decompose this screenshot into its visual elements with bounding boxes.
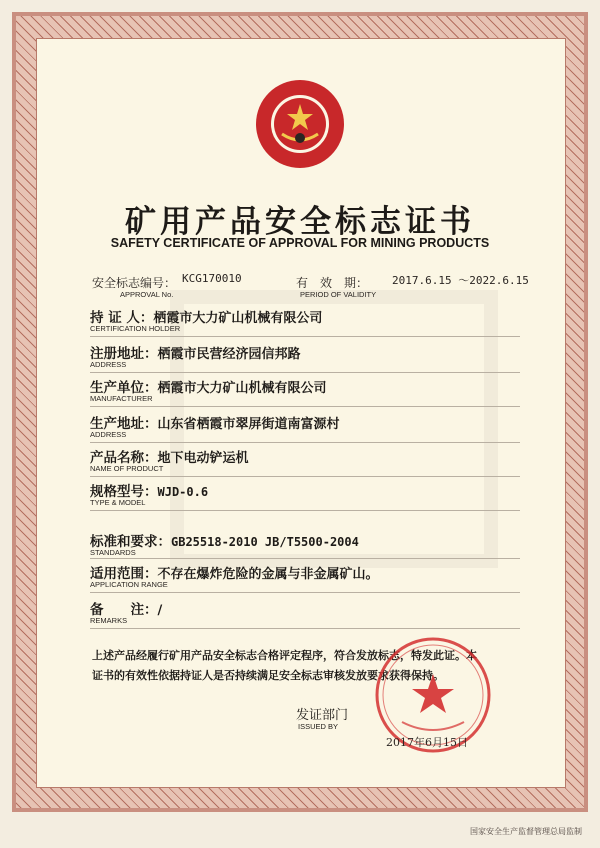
field-manufacturer xyxy=(90,376,520,403)
divider xyxy=(90,510,520,511)
field-holder xyxy=(90,306,520,333)
divider xyxy=(90,406,520,407)
field-value: 栖霞市民营经济园信邦路 xyxy=(157,347,301,362)
field-standards xyxy=(90,530,520,557)
field-label: 适用范围： xyxy=(90,566,158,582)
field-value: WJD-0.6 xyxy=(157,485,209,499)
field-label: 备 注： xyxy=(90,602,158,618)
field-remarks xyxy=(90,598,520,625)
field-application-range xyxy=(90,562,520,589)
field-value: / xyxy=(157,603,163,618)
divider xyxy=(90,442,520,443)
divider xyxy=(90,372,520,373)
field-label: 标准和要求： xyxy=(90,534,171,550)
field-label: 注册地址： xyxy=(90,346,158,362)
field-label: 产品名称： xyxy=(90,450,158,466)
field-label-en: STANDARDS xyxy=(90,548,136,557)
field-value: 栖霞市大力矿山机械有限公司 xyxy=(157,381,327,396)
approval-label: 安全标志编号： xyxy=(92,276,177,290)
field-label-en: TYPE & MODEL xyxy=(90,498,146,507)
field-registered-address xyxy=(90,342,520,369)
issue-date: 2017年6月15日 xyxy=(386,736,468,749)
field-value: 栖霞市大力矿山机械有限公司 xyxy=(153,311,323,326)
notice-line-2: 证书的有效性依据持证人是否持续满足安全标志审核发放要求获得保持。 xyxy=(92,669,444,682)
field-value: 地下电动铲运机 xyxy=(157,451,249,466)
divider xyxy=(90,628,520,629)
field-label-en: NAME OF PRODUCT xyxy=(90,464,164,473)
field-label: 生产地址： xyxy=(90,416,158,432)
field-label-en: MANUFACTURER xyxy=(90,394,153,403)
issued-by-label-en: ISSUED BY xyxy=(298,722,339,731)
divider xyxy=(90,476,520,477)
field-label: 持 证 人： xyxy=(90,310,154,326)
field-value: 山东省栖霞市翠屏街道南富源村 xyxy=(157,417,340,432)
certificate-subtitle: SAFETY CERTIFICATE OF APPROVAL FOR MINING PRODUCTS xyxy=(110,236,490,250)
certificate-title: 矿用产品安全标志证书 xyxy=(125,204,475,240)
divider xyxy=(90,558,520,559)
field-label-en: APPLICATION RANGE xyxy=(90,580,168,589)
field-value: 不存在爆炸危险的金属与非金属矿山。 xyxy=(157,567,379,582)
field-type-model xyxy=(90,480,520,507)
approval-label-en: APPROVAL No. xyxy=(120,290,174,299)
field-label: 生产单位： xyxy=(90,380,158,396)
notice-line-1: 上述产品经履行矿用产品安全标志合格评定程序，符合发放标志，特发此证。本 xyxy=(92,649,477,662)
field-label-en: CERTIFICATION HOLDER xyxy=(90,324,181,333)
divider xyxy=(90,592,520,593)
divider xyxy=(90,336,520,337)
field-label-en: ADDRESS xyxy=(90,430,127,439)
field-label-en: REMARKS xyxy=(90,616,128,625)
issued-by-label: 发证部门 xyxy=(296,708,349,723)
approval-number: KCG170010 xyxy=(182,272,242,285)
field-label-en: ADDRESS xyxy=(90,360,127,369)
field-production-address xyxy=(90,412,520,439)
field-value: GB25518-2010 JB/T5500-2004 xyxy=(171,535,359,549)
field-product-name xyxy=(90,446,520,473)
validity-value: 2017.6.15 ～2022.6.15 xyxy=(392,274,529,287)
footer-issuer: 国家安全生产监督管理总局监制 xyxy=(470,827,582,836)
emblem-logo xyxy=(254,78,346,170)
field-label: 规格型号： xyxy=(90,484,158,500)
validity-label: 有 效 期： xyxy=(296,276,369,290)
validity-label-en: PERIOD OF VALIDITY xyxy=(300,290,377,299)
